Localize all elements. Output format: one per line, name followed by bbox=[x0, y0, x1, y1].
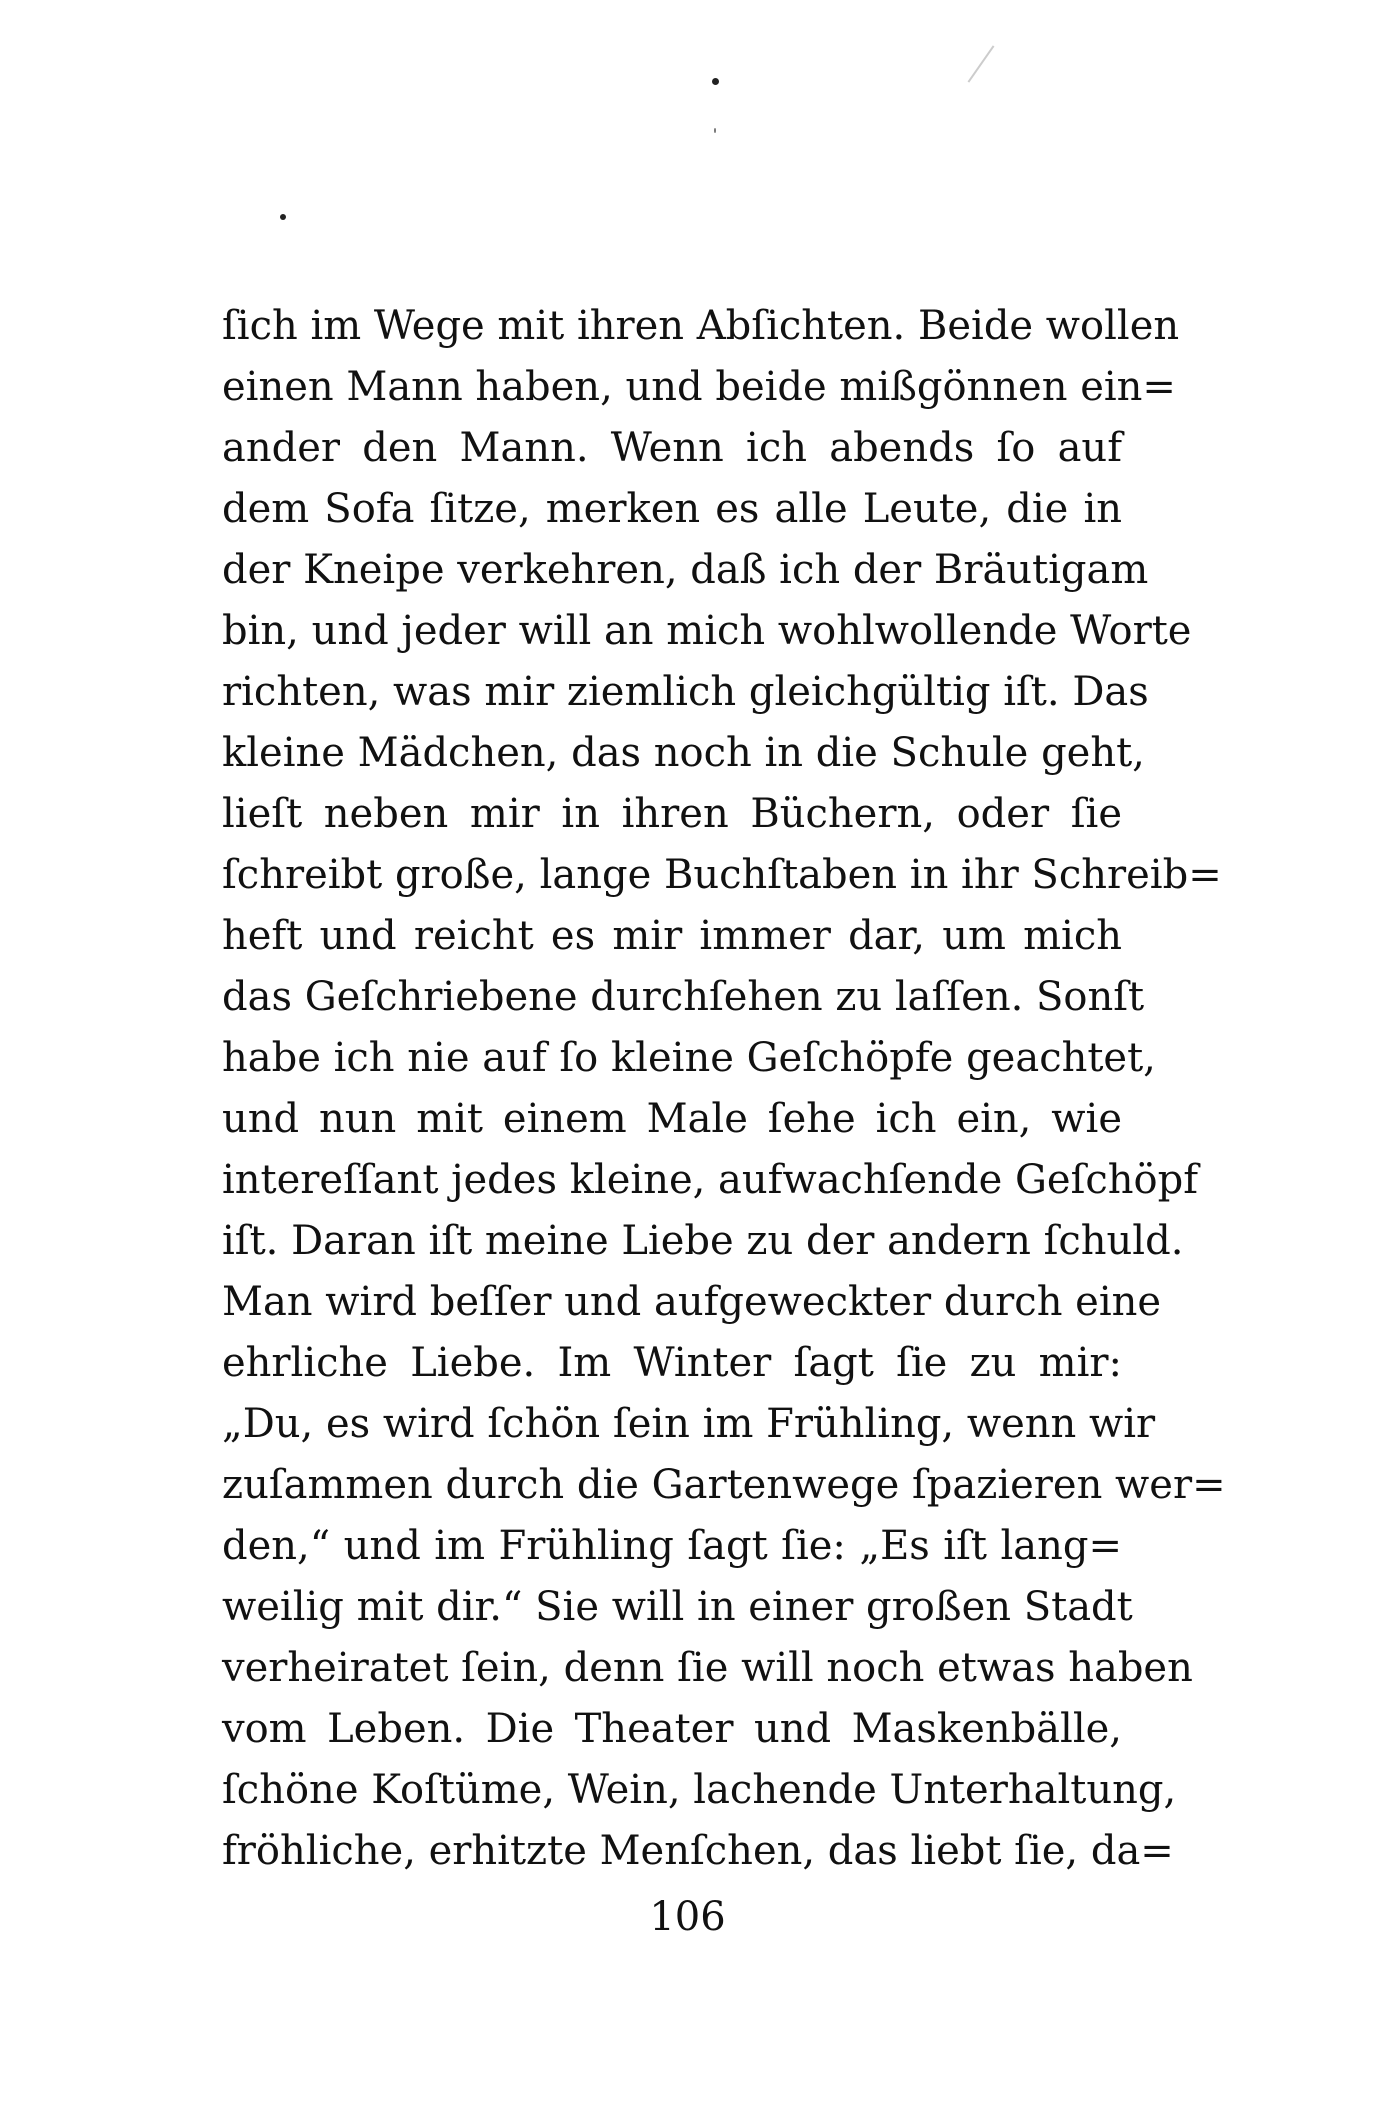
text-line: heft und reicht es mir immer dar, um mich bbox=[222, 913, 1122, 959]
text-line: verheiratet ſein, denn ſie will noch etwas haben bbox=[222, 1645, 1193, 1691]
text-line: bin, und jeder will an mich wohlwollende Worte bbox=[222, 608, 1192, 654]
text-line: das Geſchriebene durchſehen zu laſſen. Sonſt bbox=[222, 974, 1145, 1020]
text-line: weilig mit dir.“ Sie will in einer großen Stadt bbox=[222, 1584, 1133, 1630]
text-line: Man wird beſſer und aufgeweckter durch eine bbox=[222, 1279, 1162, 1325]
page-number: 106 bbox=[649, 1894, 726, 1940]
text-line: habe ich nie auf ſo kleine Geſchöpfe geachtet, bbox=[222, 1035, 1156, 1081]
text-line: dem Sofa ſitze, merken es alle Leute, die in bbox=[222, 486, 1122, 532]
text-line: ſchöne Koſtüme, Wein, lachende Unterhaltung, bbox=[222, 1767, 1177, 1813]
ink-speck bbox=[714, 128, 716, 133]
text-line: der Kneipe verkehren, daß ich der Bräutigam bbox=[222, 547, 1149, 593]
text-line: „Du, es wird ſchön ſein im Frühling, wenn wir bbox=[222, 1401, 1156, 1447]
text-line: den,“ und im Frühling ſagt ſie: „Es iſt lang= bbox=[222, 1523, 1122, 1569]
text-line: kleine Mädchen, das noch in die Schule geht, bbox=[222, 730, 1145, 776]
paper-scratch bbox=[968, 45, 995, 82]
text-line: vom Leben. Die Theater und Maskenbälle, bbox=[222, 1706, 1122, 1752]
text-line: lieſt neben mir in ihren Büchern, oder ſie bbox=[222, 791, 1122, 837]
ink-speck bbox=[280, 214, 286, 220]
text-line: richten, was mir ziemlich gleichgültig iſt. Das bbox=[222, 669, 1149, 715]
text-line: und nun mit einem Male ſehe ich ein, wie bbox=[222, 1096, 1122, 1142]
text-line: iſt. Daran iſt meine Liebe zu der andern ſchuld. bbox=[222, 1218, 1184, 1264]
text-line: ehrliche Liebe. Im Winter ſagt ſie zu mir: bbox=[222, 1340, 1122, 1386]
text-line: intereſſant jedes kleine, aufwachſende Geſchöpf bbox=[222, 1157, 1199, 1203]
text-line: zuſammen durch die Gartenwege ſpazieren wer= bbox=[222, 1462, 1226, 1508]
text-line: ander den Mann. Wenn ich abends ſo auf bbox=[222, 425, 1122, 471]
ink-speck bbox=[712, 78, 719, 85]
body-text bbox=[222, 296, 1226, 1882]
text-line: fröhliche, erhitzte Menſchen, das liebt ſie, da= bbox=[222, 1828, 1174, 1874]
text-line: einen Mann haben, und beide mißgönnen ein= bbox=[222, 364, 1176, 410]
text-line: ſich im Wege mit ihren Abſichten. Beide wollen bbox=[222, 303, 1180, 349]
text-line: ſchreibt große, lange Buchſtaben in ihr Schreib= bbox=[222, 852, 1222, 898]
